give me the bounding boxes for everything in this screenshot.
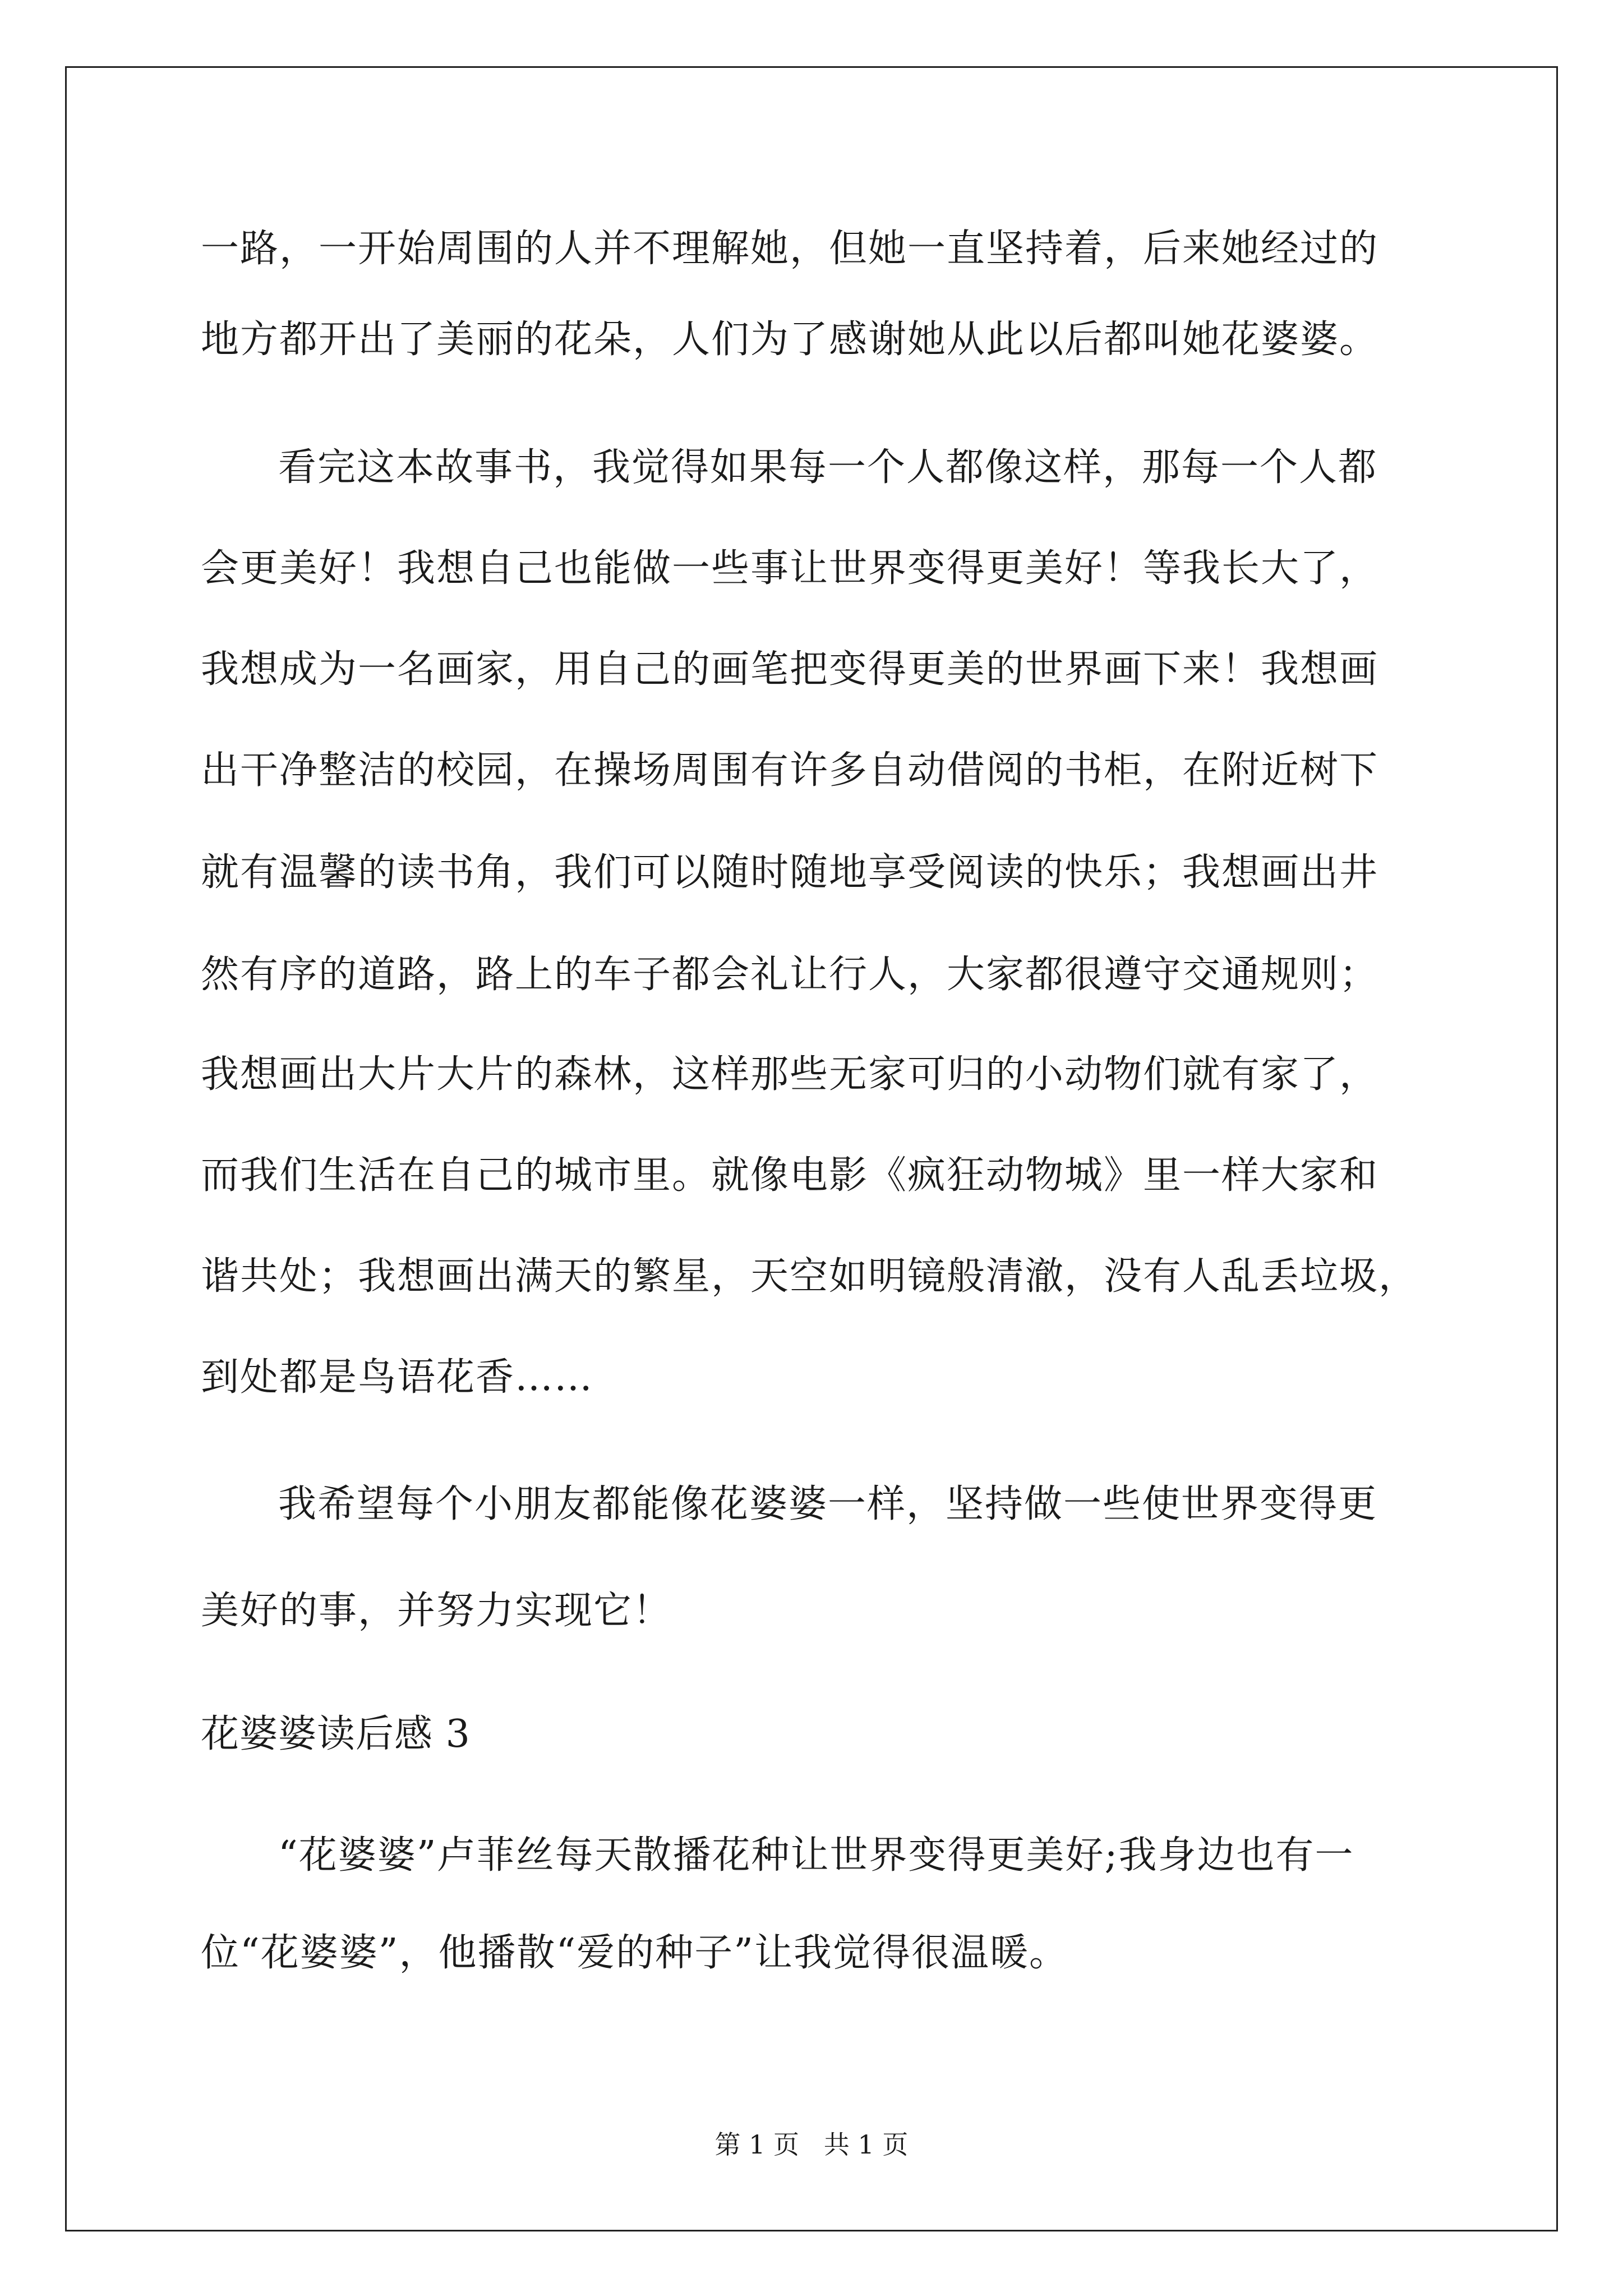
page-border bbox=[65, 66, 1558, 2231]
paragraph-4-line-1: “花婆婆”卢菲丝每天散播花种让世界变得更美好;我身边也有一 bbox=[278, 1833, 1354, 1878]
body-line-1: 一路，一开始周围的人并不理解她，但她一直坚持着，后来她经过的 bbox=[201, 227, 1379, 271]
paragraph-4-line-2: 位“花婆婆”，他播散“爱的种子”让我觉得很温暖。 bbox=[201, 1931, 1069, 1975]
paragraph-2-line-10: 到处都是鸟语花香…… bbox=[201, 1355, 594, 1400]
paragraph-2-line-4: 出干净整洁的校园，在操场周围有许多自动借阅的书柜，在附近树下 bbox=[201, 748, 1379, 793]
paragraph-2-line-7: 我想画出大片大片的森林，这样那些无家可归的小动物们就有家了， bbox=[201, 1052, 1379, 1097]
paragraph-2-line-2: 会更美好！我想自己也能做一些事让世界变得更美好！等我长大了， bbox=[201, 546, 1379, 591]
paragraph-2-line-5: 就有温馨的读书角，我们可以随时随地享受阅读的快乐；我想画出井 bbox=[201, 850, 1379, 895]
section-heading: 花婆婆读后感 3 bbox=[201, 1712, 471, 1756]
page-footer: 第 1 页 共 1 页 bbox=[714, 2129, 909, 2160]
paragraph-3-line-2: 美好的事，并努力实现它！ bbox=[201, 1589, 672, 1633]
paragraph-2-line-9: 谐共处；我想画出满天的繁星，天空如明镜般清澈，没有人乱丢垃圾， bbox=[201, 1254, 1418, 1299]
body-line-2: 地方都开出了美丽的花朵，人们为了感谢她从此以后都叫她花婆婆。 bbox=[201, 318, 1379, 362]
paragraph-2-line-6: 然有序的道路，路上的车子都会礼让行人，大家都很遵守交通规则； bbox=[201, 953, 1379, 997]
paragraph-2-line-1: 看完这本故事书，我觉得如果每一个人都像这样，那每一个人都 bbox=[278, 445, 1378, 490]
paragraph-3-line-1: 我希望每个小朋友都能像花婆婆一样，坚持做一些使世界变得更 bbox=[278, 1482, 1378, 1526]
paragraph-2-line-8: 而我们生活在自己的城市里。就像电影《疯狂动物城》里一样大家和 bbox=[201, 1153, 1379, 1198]
paragraph-2-line-3: 我想成为一名画家，用自己的画笔把变得更美的世界画下来！我想画 bbox=[201, 647, 1379, 692]
